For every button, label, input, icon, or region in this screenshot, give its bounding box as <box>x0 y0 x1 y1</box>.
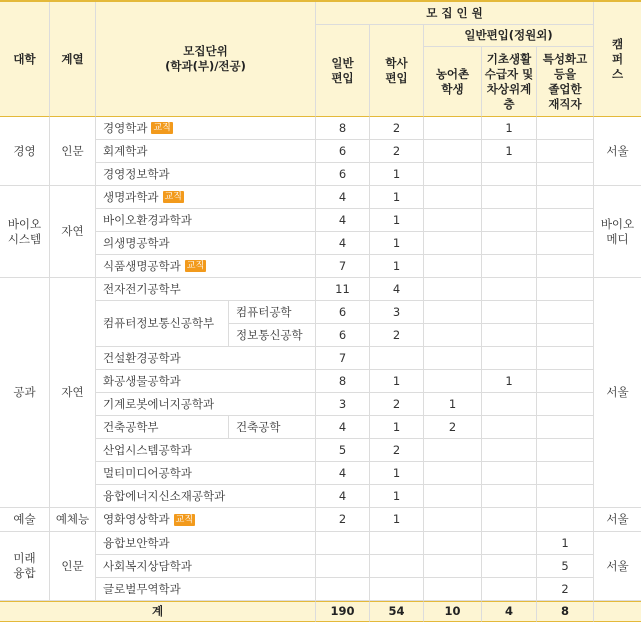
dept-name <box>96 416 229 439</box>
bachelor-count <box>370 439 424 462</box>
total-label <box>0 601 316 622</box>
teacher-training-badge: 교직 <box>175 514 194 525</box>
total-general <box>316 601 370 622</box>
bachelor-count-text: 4 <box>392 281 401 296</box>
total-vocational-text: 8 <box>560 604 569 618</box>
general-count-text: 6 <box>338 166 347 181</box>
general-count <box>316 370 370 393</box>
dept-name <box>96 278 316 301</box>
dept-name <box>96 301 229 347</box>
general-count-text: 11 <box>335 281 350 296</box>
total-vocational <box>537 601 594 622</box>
bachelor-count <box>370 209 424 232</box>
college-name-text: 예술 <box>13 512 36 526</box>
rural-count <box>424 186 482 209</box>
general-count-text: 7 <box>338 350 347 365</box>
major-name-text: 컴퓨터공학 <box>236 304 292 319</box>
college-name <box>0 532 50 601</box>
bachelor-count-text: 1 <box>392 166 401 181</box>
general-count-text: 4 <box>338 465 347 480</box>
dept-name <box>96 370 316 393</box>
vocational-count-text: 5 <box>561 558 569 573</box>
header-general <box>316 25 370 117</box>
header-rural <box>424 47 482 117</box>
campus-name <box>594 278 641 508</box>
general-count <box>316 209 370 232</box>
rural-count <box>424 301 482 324</box>
bachelor-count-text: 1 <box>392 189 401 204</box>
dept-name <box>96 439 316 462</box>
vocational-count <box>537 578 594 601</box>
rural-count <box>424 578 482 601</box>
header-special-text: 일반편입(정원외) <box>464 28 553 42</box>
bachelor-count-text: 1 <box>392 235 401 250</box>
general-count <box>316 416 370 439</box>
general-count-text: 6 <box>338 327 347 342</box>
rural-count <box>424 416 482 439</box>
dept-name-text: 산업시스템공학과 <box>103 442 192 457</box>
major-name <box>229 301 316 324</box>
teacher-training-badge: 교직 <box>164 192 182 202</box>
bachelor-count-text: 1 <box>392 373 401 388</box>
header-unit-text: 모집단위 (학과(부)/전공) <box>165 44 246 73</box>
dept-name <box>96 140 316 163</box>
general-count-text: 4 <box>338 419 347 434</box>
bachelor-count-text: 2 <box>392 327 401 342</box>
header-field-text: 계열 <box>61 51 84 66</box>
welfare-count-text: 1 <box>505 143 513 158</box>
dept-name <box>96 532 316 555</box>
general-count <box>316 255 370 278</box>
rural-count <box>424 393 482 416</box>
total-general-text: 190 <box>330 604 355 618</box>
college-name-text: 경영 <box>13 143 36 158</box>
rural-count <box>424 439 482 462</box>
general-count <box>316 578 370 601</box>
welfare-count <box>482 163 537 186</box>
bachelor-count <box>370 117 424 140</box>
header-welfare-text: 기초생활 수급자 및 차상위계층 <box>484 51 534 111</box>
total-bachelor <box>370 601 424 622</box>
bachelor-count-text: 2 <box>392 396 401 411</box>
campus-name-text: 서울 <box>606 558 629 573</box>
header-bachelor-text: 학사 편입 <box>385 55 408 85</box>
field-name-text: 예체능 <box>55 512 90 526</box>
vocational-count <box>537 255 594 278</box>
dept-name <box>96 163 316 186</box>
welfare-count <box>482 462 537 485</box>
total-campus-blank <box>594 601 641 622</box>
dept-name-text: 기계로봇에너지공학과 <box>103 396 215 411</box>
welfare-count <box>482 393 537 416</box>
total-welfare <box>482 601 537 622</box>
bachelor-count <box>370 393 424 416</box>
welfare-count-text: 1 <box>505 120 513 135</box>
welfare-count <box>482 232 537 255</box>
welfare-count <box>482 485 537 508</box>
rural-count-text: 2 <box>448 419 457 434</box>
welfare-count <box>482 186 537 209</box>
general-count <box>316 324 370 347</box>
vocational-count <box>537 209 594 232</box>
total-rural-text: 10 <box>444 604 461 618</box>
dept-name-text: 전자전기공학부 <box>103 281 181 296</box>
rural-count <box>424 462 482 485</box>
rural-count <box>424 555 482 578</box>
welfare-count <box>482 209 537 232</box>
dept-name-text: 경영학과 <box>103 120 148 135</box>
general-count <box>316 301 370 324</box>
bachelor-count-text: 2 <box>392 143 401 158</box>
general-count-text: 6 <box>338 143 347 158</box>
general-count-text: 2 <box>338 512 347 526</box>
bachelor-count-text: 1 <box>392 465 401 480</box>
welfare-count <box>482 416 537 439</box>
dept-name-text: 식품생명공학과 <box>103 258 181 273</box>
header-general-text: 일반 편입 <box>331 55 354 85</box>
rural-count <box>424 163 482 186</box>
vocational-count <box>537 140 594 163</box>
dept-name-text: 의생명공학과 <box>103 235 170 250</box>
vocational-count-text: 1 <box>561 535 569 550</box>
campus-name <box>594 532 641 601</box>
college-name-text: 바이오 시스템 <box>7 216 42 246</box>
welfare-count <box>482 370 537 393</box>
dept-name-text: 건설환경공학과 <box>103 350 181 365</box>
bachelor-count-text: 2 <box>392 442 401 457</box>
campus-name <box>594 186 641 278</box>
rural-count <box>424 532 482 555</box>
field-name-text: 자연 <box>61 224 84 238</box>
college-name <box>0 117 50 186</box>
vocational-count <box>537 301 594 324</box>
rural-count <box>424 485 482 508</box>
vocational-count-text: 2 <box>561 581 569 596</box>
total-label-text: 계 <box>151 604 164 618</box>
welfare-count <box>482 347 537 370</box>
header-univ-text: 대학 <box>13 51 36 66</box>
rural-count <box>424 209 482 232</box>
vocational-count <box>537 439 594 462</box>
header-univ <box>0 2 50 117</box>
general-count <box>316 485 370 508</box>
major-name-text: 건축공학 <box>236 419 281 434</box>
bachelor-count <box>370 232 424 255</box>
field-name <box>50 278 96 508</box>
dept-name <box>96 255 316 278</box>
bachelor-count <box>370 186 424 209</box>
dept-name <box>96 508 316 532</box>
vocational-count <box>537 370 594 393</box>
general-count <box>316 140 370 163</box>
header-special <box>424 25 594 47</box>
welfare-count <box>482 508 537 532</box>
dept-name-text: 경영정보학과 <box>103 166 170 181</box>
dept-name-text: 컴퓨터정보통신공학부 <box>103 316 215 330</box>
rural-count <box>424 508 482 532</box>
welfare-count <box>482 532 537 555</box>
dept-name <box>96 186 316 209</box>
bachelor-count-text: 1 <box>392 212 401 227</box>
welfare-count <box>482 324 537 347</box>
vocational-count <box>537 555 594 578</box>
total-bachelor-text: 54 <box>388 604 405 618</box>
dept-name <box>96 555 316 578</box>
general-count <box>316 462 370 485</box>
dept-name <box>96 393 316 416</box>
bachelor-count <box>370 140 424 163</box>
field-name-text: 자연 <box>61 385 84 399</box>
header-vocational-text: 특성화고 등을 졸업한 재직자 <box>542 51 588 111</box>
general-count-text: 4 <box>338 488 347 503</box>
general-count <box>316 439 370 462</box>
dept-name <box>96 232 316 255</box>
header-campus <box>594 2 641 117</box>
welfare-count <box>482 278 537 301</box>
bachelor-count <box>370 416 424 439</box>
general-count-text: 6 <box>338 304 347 319</box>
welfare-count <box>482 555 537 578</box>
general-count-text: 5 <box>338 442 347 457</box>
dept-name-text: 영화영상학과 <box>103 512 170 526</box>
general-count <box>316 555 370 578</box>
welfare-count <box>482 255 537 278</box>
rural-count <box>424 232 482 255</box>
bachelor-count <box>370 532 424 555</box>
general-count <box>316 508 370 532</box>
header-rural-text: 농어촌 학생 <box>435 66 470 96</box>
general-count <box>316 347 370 370</box>
dept-name-text: 바이오환경과학과 <box>103 212 192 227</box>
dept-name-text: 글로벌무역학과 <box>103 581 181 596</box>
rural-count <box>424 347 482 370</box>
vocational-count <box>537 462 594 485</box>
dept-name-text: 융합에너지신소재공학과 <box>103 488 226 503</box>
bachelor-count <box>370 347 424 370</box>
bachelor-count-text: 1 <box>392 258 401 273</box>
rural-count <box>424 117 482 140</box>
bachelor-count <box>370 578 424 601</box>
college-name <box>0 186 50 278</box>
bachelor-count <box>370 278 424 301</box>
dept-name-text: 멀티미디어공학과 <box>103 465 192 480</box>
vocational-count <box>537 324 594 347</box>
dept-name-text: 회계학과 <box>103 143 148 158</box>
welfare-count <box>482 578 537 601</box>
general-count-text: 4 <box>338 189 347 204</box>
general-count <box>316 232 370 255</box>
college-name <box>0 278 50 508</box>
header-vocational <box>537 47 594 117</box>
welfare-count <box>482 117 537 140</box>
bachelor-count <box>370 301 424 324</box>
bachelor-count-text: 1 <box>392 512 401 526</box>
vocational-count <box>537 232 594 255</box>
rural-count <box>424 324 482 347</box>
dept-name <box>96 485 316 508</box>
rural-count <box>424 140 482 163</box>
dept-name-text: 사회복지상담학과 <box>103 558 192 573</box>
welfare-count <box>482 439 537 462</box>
college-name-text: 미래 융합 <box>13 551 36 580</box>
vocational-count <box>537 117 594 140</box>
rural-count <box>424 370 482 393</box>
dept-name-text: 생명과학과 <box>103 189 159 204</box>
vocational-count <box>537 485 594 508</box>
welfare-count-text: 1 <box>505 373 513 388</box>
dept-name <box>96 347 316 370</box>
campus-name-text: 서울 <box>606 143 629 158</box>
general-count-text: 4 <box>338 235 347 250</box>
header-welfare <box>482 47 537 117</box>
vocational-count <box>537 278 594 301</box>
rural-count <box>424 255 482 278</box>
bachelor-count <box>370 163 424 186</box>
rural-count-text: 1 <box>448 396 457 411</box>
teacher-training-badge: 교직 <box>186 261 205 271</box>
header-bachelor <box>370 25 424 117</box>
bachelor-count-text: 2 <box>392 120 401 135</box>
header-campus-text: 캠 퍼 스 <box>611 36 624 81</box>
welfare-count <box>482 301 537 324</box>
header-field <box>50 2 96 117</box>
vocational-count <box>537 393 594 416</box>
general-count-text: 7 <box>338 258 347 273</box>
general-count-text: 4 <box>338 212 347 227</box>
vocational-count <box>537 347 594 370</box>
vocational-count <box>537 508 594 532</box>
general-count-text: 8 <box>338 373 347 388</box>
major-name-text: 정보통신공학 <box>236 327 303 342</box>
vocational-count <box>537 532 594 555</box>
campus-name-text: 서울 <box>606 512 629 526</box>
general-count-text: 8 <box>338 120 347 135</box>
bachelor-count <box>370 370 424 393</box>
college-name <box>0 508 50 532</box>
bachelor-count-text: 1 <box>392 488 401 503</box>
dept-name <box>96 117 316 140</box>
bachelor-count <box>370 555 424 578</box>
vocational-count <box>537 186 594 209</box>
dept-name <box>96 209 316 232</box>
total-welfare-text: 4 <box>504 604 513 618</box>
field-name <box>50 186 96 278</box>
dept-name-text: 건축공학부 <box>103 419 159 434</box>
dept-name-text: 화공생물공학과 <box>103 373 181 388</box>
field-name-text: 인문 <box>61 143 84 158</box>
dept-name <box>96 578 316 601</box>
rural-count <box>424 278 482 301</box>
total-rural <box>424 601 482 622</box>
campus-name-text: 바이오 메디 <box>600 216 635 246</box>
general-count <box>316 186 370 209</box>
campus-name <box>594 508 641 532</box>
general-count-text: 3 <box>338 396 347 411</box>
vocational-count <box>537 416 594 439</box>
header-recruit-text: 모 집 인 원 <box>426 5 483 20</box>
bachelor-count <box>370 255 424 278</box>
header-recruit <box>316 2 594 25</box>
header-unit <box>96 2 316 117</box>
field-name <box>50 117 96 186</box>
dept-name-text: 융합보안학과 <box>103 535 170 550</box>
major-name <box>229 416 316 439</box>
general-count <box>316 278 370 301</box>
general-count <box>316 117 370 140</box>
field-name-text: 인문 <box>61 558 84 573</box>
campus-name-text: 서울 <box>606 385 629 399</box>
general-count <box>316 163 370 186</box>
bachelor-count <box>370 462 424 485</box>
bachelor-count <box>370 485 424 508</box>
bachelor-count-text: 3 <box>392 304 401 319</box>
campus-name <box>594 117 641 186</box>
welfare-count <box>482 140 537 163</box>
general-count <box>316 393 370 416</box>
bachelor-count-text: 1 <box>392 419 401 434</box>
college-name-text: 공과 <box>13 385 36 399</box>
field-name <box>50 508 96 532</box>
major-name <box>229 324 316 347</box>
field-name <box>50 532 96 601</box>
vocational-count <box>537 163 594 186</box>
dept-name <box>96 462 316 485</box>
teacher-training-badge: 교직 <box>153 123 171 133</box>
bachelor-count <box>370 508 424 532</box>
general-count <box>316 532 370 555</box>
bachelor-count <box>370 324 424 347</box>
